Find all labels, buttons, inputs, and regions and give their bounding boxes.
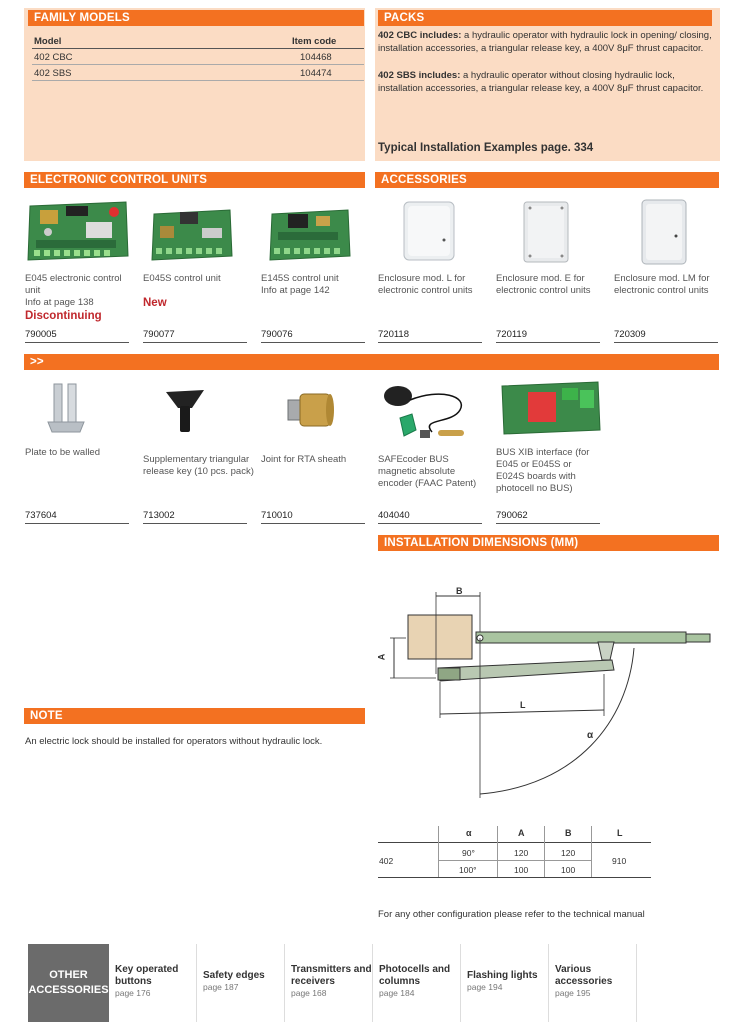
- family-row-code: 104474: [300, 68, 332, 79]
- more-item-code: 710010: [261, 510, 365, 524]
- family-row-code: 104468: [300, 52, 332, 63]
- dim-label-l: L: [520, 700, 526, 710]
- dim-table-vline: [544, 826, 545, 877]
- typical-installation-link[interactable]: Typical Installation Examples page. 334: [378, 142, 594, 154]
- ecu-item-info: Info at page 142: [261, 285, 330, 296]
- nav-page: page 184: [379, 988, 415, 998]
- ecu-header: ELECTRONIC CONTROL UNITS: [24, 172, 365, 188]
- ecu-item-code: 790077: [143, 329, 247, 343]
- dim-table-header: L: [617, 828, 623, 838]
- joint-image: [282, 390, 338, 430]
- nav-page: page 168: [291, 988, 327, 998]
- nav-title: Safety edges: [203, 970, 265, 981]
- dim-label-a: A: [376, 653, 387, 661]
- accessory-label: Enclosure mod. L for electronic control units: [378, 273, 473, 296]
- dim-table-model: 402: [379, 856, 394, 866]
- packs-p2-bold: 402 SBS includes:: [378, 70, 461, 81]
- family-row-divider: [32, 80, 364, 81]
- dim-table-vline: [438, 826, 439, 877]
- more-item-code: 713002: [143, 510, 247, 524]
- ecu-item-code: 790005: [25, 329, 129, 343]
- more-item-code: 790062: [496, 510, 600, 524]
- board-e045s-image: [150, 208, 234, 262]
- accessory-label: Enclosure mod. LM for electronic control units: [614, 273, 710, 296]
- ecu-item-label: E045 electronic control unit: [25, 273, 122, 296]
- dim-label-b: B: [456, 586, 463, 596]
- more-item-label: Joint for RTA sheath: [261, 454, 347, 465]
- ecu-item-label: E145S control unit: [261, 273, 339, 284]
- nav-page: page 194: [467, 982, 503, 992]
- accessory-code: 720118: [378, 329, 482, 343]
- nav-title: Photocells and columns: [379, 964, 451, 987]
- packs-p1-bold: 402 CBC includes:: [378, 30, 462, 41]
- packs-paragraph-2: [378, 70, 716, 95]
- bus-xib-image: [500, 380, 602, 436]
- dim-table-rule-top: [378, 842, 651, 843]
- more-item-label: BUS XIB interface (for E045 or E045S or E024S boards with photocell no BUS): [496, 447, 590, 494]
- dim-table-header: B: [565, 828, 572, 838]
- nav-title: Various accessories: [555, 964, 613, 987]
- nav-page: page 187: [203, 982, 239, 992]
- dim-table-rule-bottom: [378, 877, 651, 878]
- packs-header: PACKS: [378, 10, 712, 26]
- enclosure-l-image: [398, 198, 460, 264]
- dimensions-header: INSTALLATION DIMENSIONS (MM): [378, 535, 719, 551]
- packs-paragraph-1: [378, 30, 716, 55]
- more-item-label: SAFEcoder BUS magnetic absolute encoder (FAAC Patent): [378, 454, 477, 489]
- accessories-header: ACCESSORIES: [375, 172, 719, 188]
- nav-title: Flashing lights: [467, 970, 538, 981]
- dim-table-alpha: 90°: [462, 848, 475, 858]
- ecu-item-code: 790076: [261, 329, 365, 343]
- dim-table-a: 100: [514, 865, 529, 875]
- family-col-model: Model: [34, 36, 62, 47]
- plate-image: [44, 378, 88, 434]
- ecu-item-info: Info at page 138: [25, 297, 94, 308]
- safecoder-image: [380, 378, 474, 444]
- nav-title: Key operated buttons: [115, 964, 179, 987]
- board-e145s-image: [268, 208, 352, 262]
- installation-diagram: [376, 582, 716, 800]
- other-accessories-line1: OTHER: [49, 969, 88, 981]
- packs-p1-text: a hydraulic operator with hydraulic lock in opening/ closing, installation accessories, a triangular release key, a 400V 8μF thrust capacitor.: [378, 30, 712, 54]
- family-row-divider: [32, 64, 364, 65]
- release-key-image: [162, 386, 208, 436]
- packs-p2-text: a hydraulic operator without closing hydraulic lock, installation accessories, a triangular release key, a 400V 8μF thrust capacitor.: [378, 70, 704, 94]
- ecu-status-discontinuing: Discontinuing: [25, 310, 102, 322]
- accessory-code: 720119: [496, 329, 600, 343]
- dimensions-footnote: For any other configuration please refer to the technical manual: [378, 909, 645, 920]
- dim-table-a: 120: [514, 848, 529, 858]
- accessory-label: Enclosure mod. E for electronic control units: [496, 273, 591, 296]
- dim-label-alpha: α: [587, 730, 594, 741]
- dim-table-header: A: [518, 828, 525, 838]
- dim-table-header: α: [466, 828, 472, 838]
- family-row-model: 402 CBC: [34, 52, 73, 63]
- nav-page: page 195: [555, 988, 591, 998]
- enclosure-lm-image: [636, 198, 692, 268]
- family-table-rule: [32, 48, 364, 49]
- enclosure-e-image: [518, 200, 574, 266]
- dim-table-row-divider: [438, 860, 591, 861]
- family-models-header: FAMILY MODELS: [28, 10, 364, 26]
- nav-transmitters-receivers[interactable]: [285, 944, 373, 1022]
- note-header: NOTE: [24, 708, 365, 724]
- accessory-code: 720309: [614, 329, 718, 343]
- more-item-label: Supplementary triangular release key (10 pcs. pack): [143, 454, 254, 477]
- nav-flashing-lights[interactable]: [461, 944, 549, 1022]
- nav-page: page 176: [115, 988, 151, 998]
- ecu-status-new: New: [143, 297, 167, 309]
- dim-table-vline: [591, 826, 592, 877]
- other-accessories-tile: [28, 944, 109, 1022]
- dim-table-b: 120: [561, 848, 576, 858]
- ecu-item-label: E045S control unit: [143, 273, 221, 284]
- nav-various-accessories[interactable]: [549, 944, 637, 1022]
- nav-safety-edges[interactable]: [197, 944, 285, 1022]
- more-item-code: 737604: [25, 510, 129, 524]
- dim-table-l: 910: [612, 856, 627, 866]
- more-item-label: Plate to be walled: [25, 447, 100, 458]
- family-row-model: 402 SBS: [34, 68, 72, 79]
- dim-table-b: 100: [561, 865, 576, 875]
- note-text: An electric lock should be installed for operators without hydraulic lock.: [25, 736, 323, 747]
- more-item-code: 404040: [378, 510, 482, 524]
- dim-table-alpha: 100°: [459, 865, 477, 875]
- board-e045-image: [26, 200, 130, 262]
- other-accessories-line2: ACCESSORIES: [28, 984, 109, 996]
- nav-key-operated-buttons[interactable]: [109, 944, 197, 1022]
- dim-table-vline: [497, 826, 498, 877]
- family-models-panel: [24, 8, 365, 161]
- nav-photocells-columns[interactable]: [373, 944, 461, 1022]
- family-col-code: Item code: [292, 36, 337, 47]
- nav-title: Transmitters and receivers: [291, 964, 372, 987]
- more-accessories-header: >>: [24, 354, 719, 370]
